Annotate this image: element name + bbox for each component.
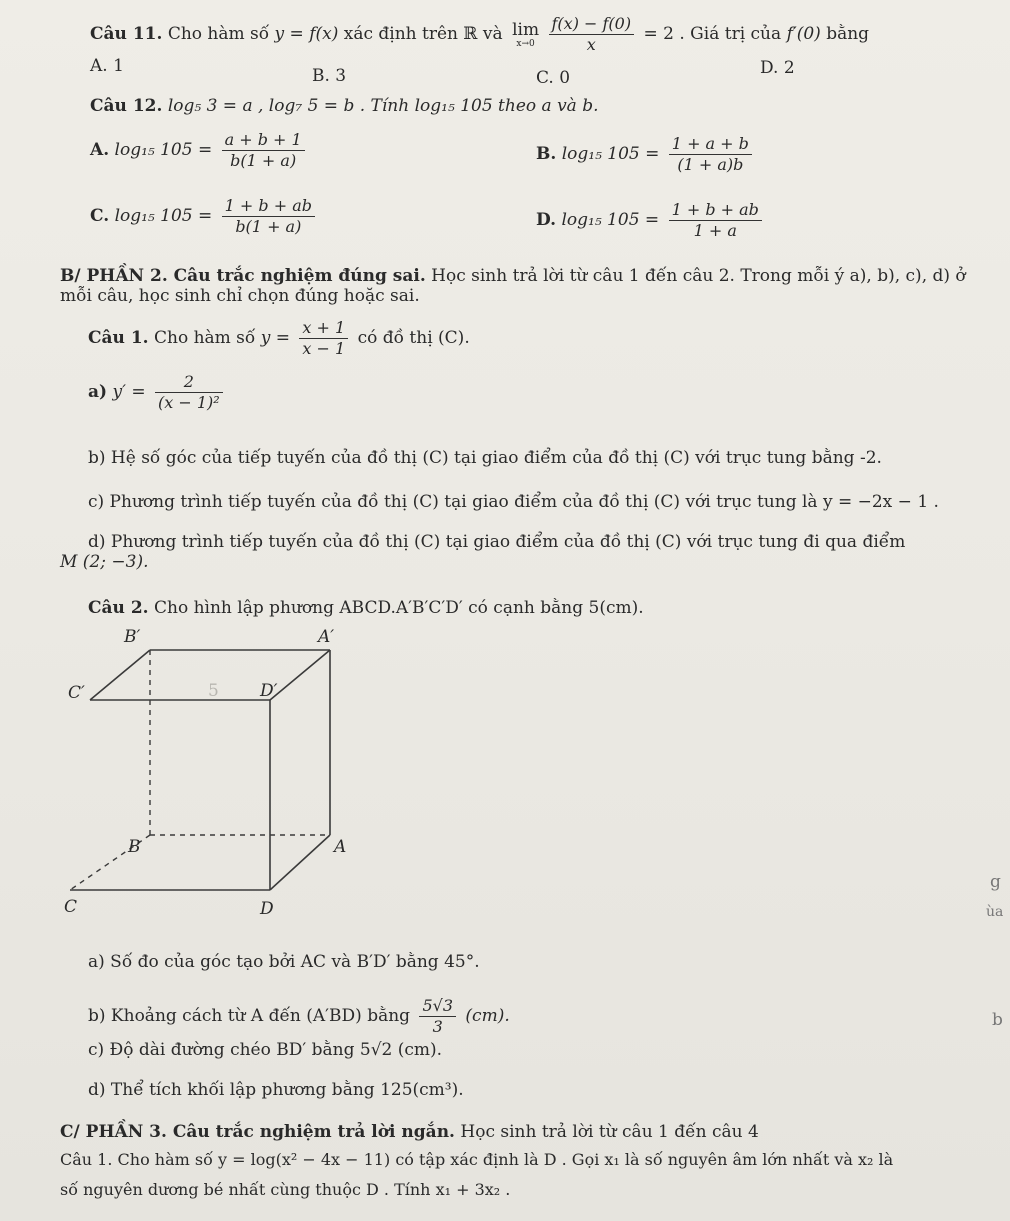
- vertex-label-d: D: [260, 899, 274, 919]
- vertex-label-cp: C′: [68, 683, 85, 703]
- vertex-label-ap: A′: [318, 627, 335, 647]
- p2q1-item-a: a) y′ = $\frac{2}{\text{(x − 1)²}}$: [88, 372, 227, 413]
- q11-option-b: B. 3: [312, 66, 347, 86]
- q11-function: y = f(x): [274, 24, 339, 44]
- cube-figure: [60, 620, 380, 930]
- p2q1-item-d-point: M (2; −3).: [60, 552, 149, 572]
- margin-mark-3: b: [992, 1010, 1003, 1030]
- q11-limit: lim x→0: [512, 20, 540, 49]
- p2q2-item-c: c) Độ dài đường chéo BD′ bằng 5√2 (cm).: [88, 1040, 443, 1060]
- q11-text-b: xác định trên ℝ và: [343, 24, 503, 44]
- q12-given: log₅ 3 = a , log₇ 5 = b . Tính log₁₅ 105 theo a và b.: [167, 96, 599, 116]
- q11-option-a: A. 1: [90, 56, 124, 76]
- part3-instruction: Học sinh trả lời từ câu 1 đến câu 4: [460, 1122, 759, 1142]
- vertex-label-bp: B′: [124, 627, 141, 647]
- margin-mark-1: g: [990, 872, 1001, 892]
- p2q1-item-c: c) Phương trình tiếp tuyến của đồ thị (C) tại giao điểm của đồ thị (C) với trục tung là y = −2x − 1 .: [88, 492, 939, 512]
- part3-heading-line: [60, 1122, 759, 1142]
- vertex-label-a: A: [334, 837, 347, 857]
- p2q1-item-d: d) Phương trình tiếp tuyến của đồ thị (C) tại giao điểm của đồ thị (C) với trục tung đi qua điểm: [88, 532, 906, 552]
- part2-instruction: Học sinh trả lời từ câu 1 đến câu 2. Trong mỗi ý a), b), c), d) ở: [431, 266, 966, 286]
- part2-heading: B/ PHẦN 2. Câu trắc nghiệm đúng sai.: [60, 266, 426, 286]
- q12-line: [90, 96, 599, 116]
- q11-option-d: D. 2: [760, 58, 795, 78]
- handwritten-mark: 5: [208, 681, 219, 701]
- q11-derivative: f′(0): [786, 24, 821, 44]
- q12-label: Câu 12.: [90, 96, 163, 116]
- q11-text-c: . Giá trị của: [679, 24, 782, 44]
- q11-equals: = 2: [643, 24, 674, 44]
- part3-heading: C/ PHẦN 3. Câu trắc nghiệm trả lời ngắn.: [60, 1122, 455, 1142]
- q11-option-c: C. 0: [536, 68, 571, 88]
- q12-option-b: B. log₁₅ 105 = $\frac{1 + a + b}{(1 + a)b}$: [536, 134, 756, 175]
- p2q1-line: Câu 1. Cho hàm số y = $\frac{x + 1}{x - 1}$ có đồ thị (C).: [88, 318, 470, 358]
- q11-text-d: bằng: [826, 24, 870, 44]
- part2-instruction-2: mỗi câu, học sinh chỉ chọn đúng hoặc sai.: [60, 286, 420, 306]
- q11-text-a: Cho hàm số: [167, 24, 270, 44]
- p3q1-line-2: số nguyên dương bé nhất cùng thuộc D . Tính x₁ + 3x₂ .: [60, 1180, 511, 1199]
- vertex-label-dp: D′: [260, 681, 278, 701]
- p2q2-item-b: b) Khoảng cách từ A đến (A′BD) bằng $\frac{5√3}{3}$ (cm).: [88, 996, 510, 1036]
- q11-fraction: $\frac{f(x) - f(0)}{x}$: [549, 14, 635, 55]
- p2q1-item-b: b) Hệ số góc của tiếp tuyến của đồ thị (C) tại giao điểm của đồ thị (C) với trục tung bằng -2.: [88, 448, 882, 468]
- q11-label: Câu 11.: [90, 24, 163, 44]
- edge-d-a: [270, 835, 330, 890]
- margin-mark-2: ùa: [986, 904, 1004, 920]
- p2q2-line: Câu 2. Cho hình lập phương ABCD.A′B′C′D′ có cạnh bằng 5(cm).: [88, 598, 644, 618]
- vertex-label-c: C: [64, 897, 78, 917]
- edge-ap-dp: [270, 650, 330, 700]
- q11-line: [90, 14, 869, 55]
- q12-option-d: D. log₁₅ 105 = $\frac{1 + b + ab}{1 + a}$: [536, 200, 766, 241]
- q12-option-c: C. log₁₅ 105 = $\frac{1 + b + ab}{b(1 + a)}$: [90, 196, 319, 237]
- edge-bp-cp: [90, 650, 150, 700]
- q12-option-a: A. log₁₅ 105 = $\frac{a + b + 1}{b(1 + a)}$: [90, 130, 309, 171]
- p2q2-item-a: a) Số đo của góc tạo bởi AC và B′D′ bằng 45°.: [88, 952, 480, 972]
- p3q1-line-1: Câu 1. Cho hàm số y = log(x² − 4x − 11) có tập xác định là D . Gọi x₁ là số nguyên âm lớn nhất và x₂ là: [60, 1150, 894, 1169]
- vertex-label-b: B: [128, 837, 141, 857]
- part2-heading-line: [60, 266, 966, 286]
- p2q2-item-d: d) Thể tích khối lập phương bằng 125(cm³).: [88, 1080, 464, 1100]
